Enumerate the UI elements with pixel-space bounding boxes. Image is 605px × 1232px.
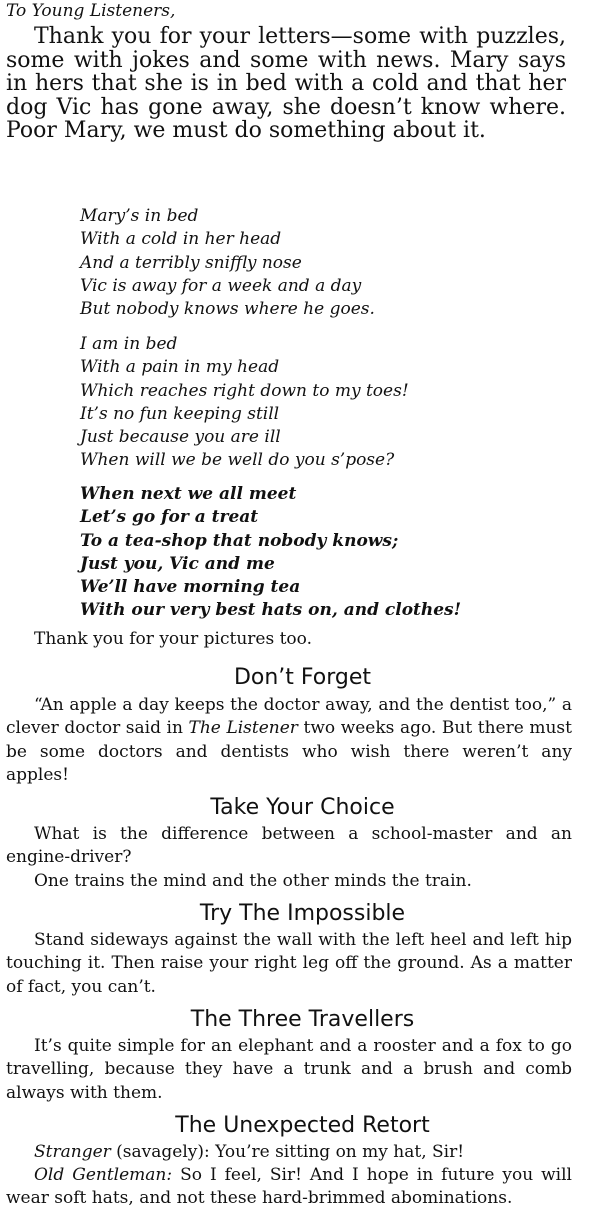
poem-line: And a terribly sniffly nose (80, 252, 302, 273)
heading-three-travellers: The Three Travellers (190, 1007, 415, 1032)
riddle-question: What is the difference between a school-master and an engine-driver? (6, 824, 572, 868)
heading-take-your-choice: Take Your Choice (210, 795, 395, 820)
dont-forget-text-1: “An apple a day keeps the doctor away, and the dentist too,” a clever doctor said in (6, 695, 572, 739)
poem-line: Just because you are ill (80, 427, 281, 448)
poem-stanza-3 (80, 483, 580, 623)
salutation: To Young Listeners, (6, 1, 176, 21)
publication-title: The Listener (188, 718, 298, 739)
poem-line: To a tea-shop that nobody knows; (80, 530, 399, 551)
riddle-answer: One trains the mind and the other minds the train. (34, 871, 472, 891)
retort-line-2 (6, 1164, 572, 1211)
poem-line: With a cold in her head (80, 229, 282, 250)
speaker-old-gentleman: Old Gentleman: (34, 1165, 173, 1185)
poem-line: When next we all meet (80, 484, 297, 504)
poem-line: Let’s go for a treat (80, 507, 259, 528)
poem-line: Which reaches right down to my toes! (80, 380, 409, 401)
thanks-line: Thank you for your pictures too. (34, 629, 312, 649)
poem-line: It’s no fun keeping still (80, 403, 280, 424)
poem-line: Vic is away for a week and a day (80, 275, 362, 296)
heading-try-the-impossible: Try The Impossible (199, 901, 406, 926)
dont-forget-paragraph (6, 694, 572, 788)
retort-line-1 (6, 1141, 572, 1164)
poem-line: We’ll have morning tea (80, 577, 301, 598)
heading-dont-forget: Don’t Forget (233, 665, 372, 690)
dont-forget-text-2: two weeks ago. But there must be some doctors and dentists who wish there weren’t any apples! (6, 718, 572, 786)
poem-stanza-1 (80, 205, 580, 321)
poem-line: I am in bed (80, 334, 178, 354)
poem-line: Mary’s in bed (80, 206, 199, 226)
heading-unexpected-retort: The Unexpected Retort (175, 1113, 430, 1138)
retort-text-2: So I feel, Sir! And I hope in future you will wear soft hats, and not these hard-brimmed abominations. (6, 1165, 572, 1209)
poem-line: With a pain in my head (80, 357, 280, 378)
poem-line: With our very best hats on, and clothes! (80, 600, 462, 621)
speaker-stranger: Stranger (34, 1142, 111, 1162)
retort-text-1: (savagely): You’re sitting on my hat, Sir! (110, 1142, 465, 1162)
poem-stanza-2 (80, 333, 580, 473)
try-the-impossible-paragraph: Stand sideways against the wall with the left heel and left hip touching it. Then raise your right leg off the ground. As a matter of fact, you can’t. (6, 930, 572, 997)
poem-line: But nobody knows where he goes. (80, 299, 375, 320)
poem-line: When will we be well do you s’pose? (80, 450, 395, 471)
three-travellers-paragraph: It’s quite simple for an elephant and a rooster and a fox to go travelling, because they have a trunk and a brush and comb always with them. (6, 1036, 572, 1103)
intro-paragraph: Thank you for your letters—some with puzzles, some with jokes and some with news. Mary says in hers that she is in bed with a cold and that her dog Vic has gone away, she doesn’t know where. Poor Mary, we must do something about it. (6, 24, 566, 144)
poem-line: Just you, Vic and me (80, 553, 275, 574)
